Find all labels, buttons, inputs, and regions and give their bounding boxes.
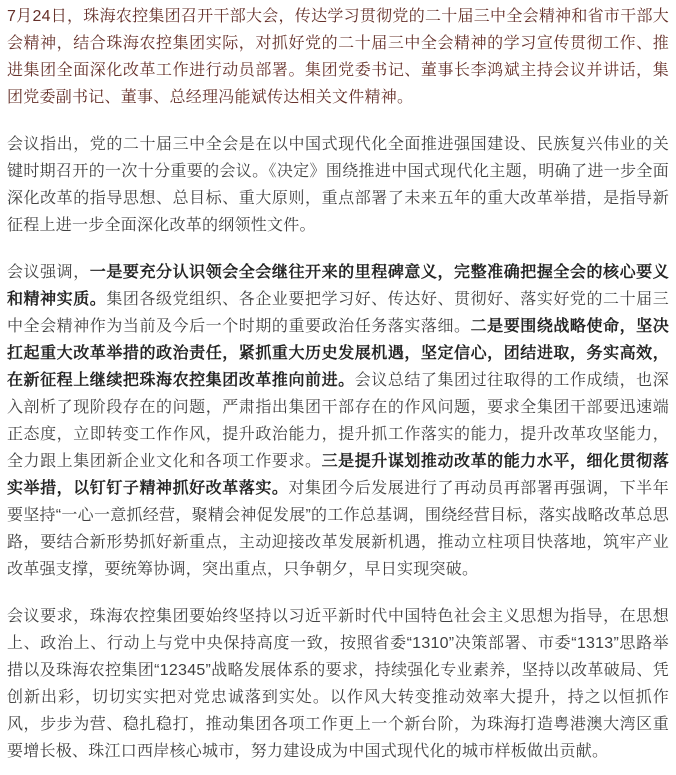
text-run-3-5: 会议总结了集团过往取得的工作成绩，也深入剖析了现阶段存在的问题，严肃指出集团干部存在的作风问题，要求全集团干部要迅速端正态度，立即转变工作作风，提升政治能力，提升抓工作落实的能力，提升改革攻坚能力，全力跟上集团新企业文化和各项工作要求。 [7,372,669,470]
bold-text-run-3-6: 三是提升谋划推动改革的能力水平，细化贯彻落实举措，以钉钉子精神抓好改革落实。 [7,453,669,497]
paragraph-2 [7,131,669,239]
text-run-4-1: 会议要求，珠海农控集团要始终坚持以习近平新时代中国特色社会主义思想为指导，在思想上、政治上、行动上与党中央保持高度一致，按照省委“1310”决策部署、市委“1313”思路举措以及珠海农控集团“12345”战略发展体系的要求，持续强化专业素养，坚持以改革破局、凭创新出彩，切切实实把对党忠诚落到实处。以作风大转变推动效率大提升，持之以恒抓作风，步步为营、稳扎稳打，推动集团各项工作更上一个新台阶，为珠海打造粤港澳大湾区重要增长极、珠江口西岸核心城市，努力建设成为中国式现代化的城市样板做出贡献。 [7,608,669,760]
paragraph-4 [7,603,669,765]
text-run-1-1: 7月24日，珠海农控集团召开干部大会，传达学习贯彻党的二十届三中全会精神和省市干部大会精神，结合珠海农控集团实际，对抓好党的二十届三中全会精神的学习宣传贯彻工作、推进集团全面深化改革工作进行动员部署。集团党委书记、董事长李鸿斌主持会议并讲话，集团党委副书记、董事、总经理冯能斌传达相关文件精神。 [7,8,669,106]
text-run-3-3: 集团各级党组织、各企业要把学习好、传达好、贯彻好、落实好党的二十届三中全会精神作为当前及今后一个时期的重要政治任务落实落细。 [7,291,669,335]
paragraph-3 [7,259,669,583]
bold-text-run-3-4: 二是要围绕战略使命，坚决扛起重大改革举措的政治责任，紧抓重大历史发展机遇，坚定信心，团结进取，务实高效，在新征程上继续把珠海农控集团改革推向前进。 [7,318,669,389]
text-run-2-1: 会议指出，党的二十届三中全会是在以中国式现代化全面推进强国建设、民族复兴伟业的关键时期召开的一次十分重要的会议。《决定》围绕推进中国式现代化主题，明确了进一步全面深化改革的指导思想、总目标、重大原则，重点部署了未来五年的重大改革举措，是指导新征程上进一步全面深化改革的纲领性文件。 [7,136,669,234]
paragraph-1 [7,3,669,111]
bold-text-run-3-2: 一是要充分认识领会全会继往开来的里程碑意义，完整准确把握全会的核心要义和精神实质。 [7,264,669,308]
text-run-3-1: 会议强调， [7,264,90,281]
text-run-3-7: 对集团今后发展进行了再动员再部署再强调，下半年要坚持“一心一意抓经营，聚精会神促发展”的工作总基调，围绕经营目标，落实战略改革总思路，要结合新形势抓好新重点，主动迎接改革发展新机遇，推动立柱项目快落地，筑牢产业改革强支撑，要统筹协调，突出重点，只争朝夕，早日实现突破。 [7,480,669,578]
